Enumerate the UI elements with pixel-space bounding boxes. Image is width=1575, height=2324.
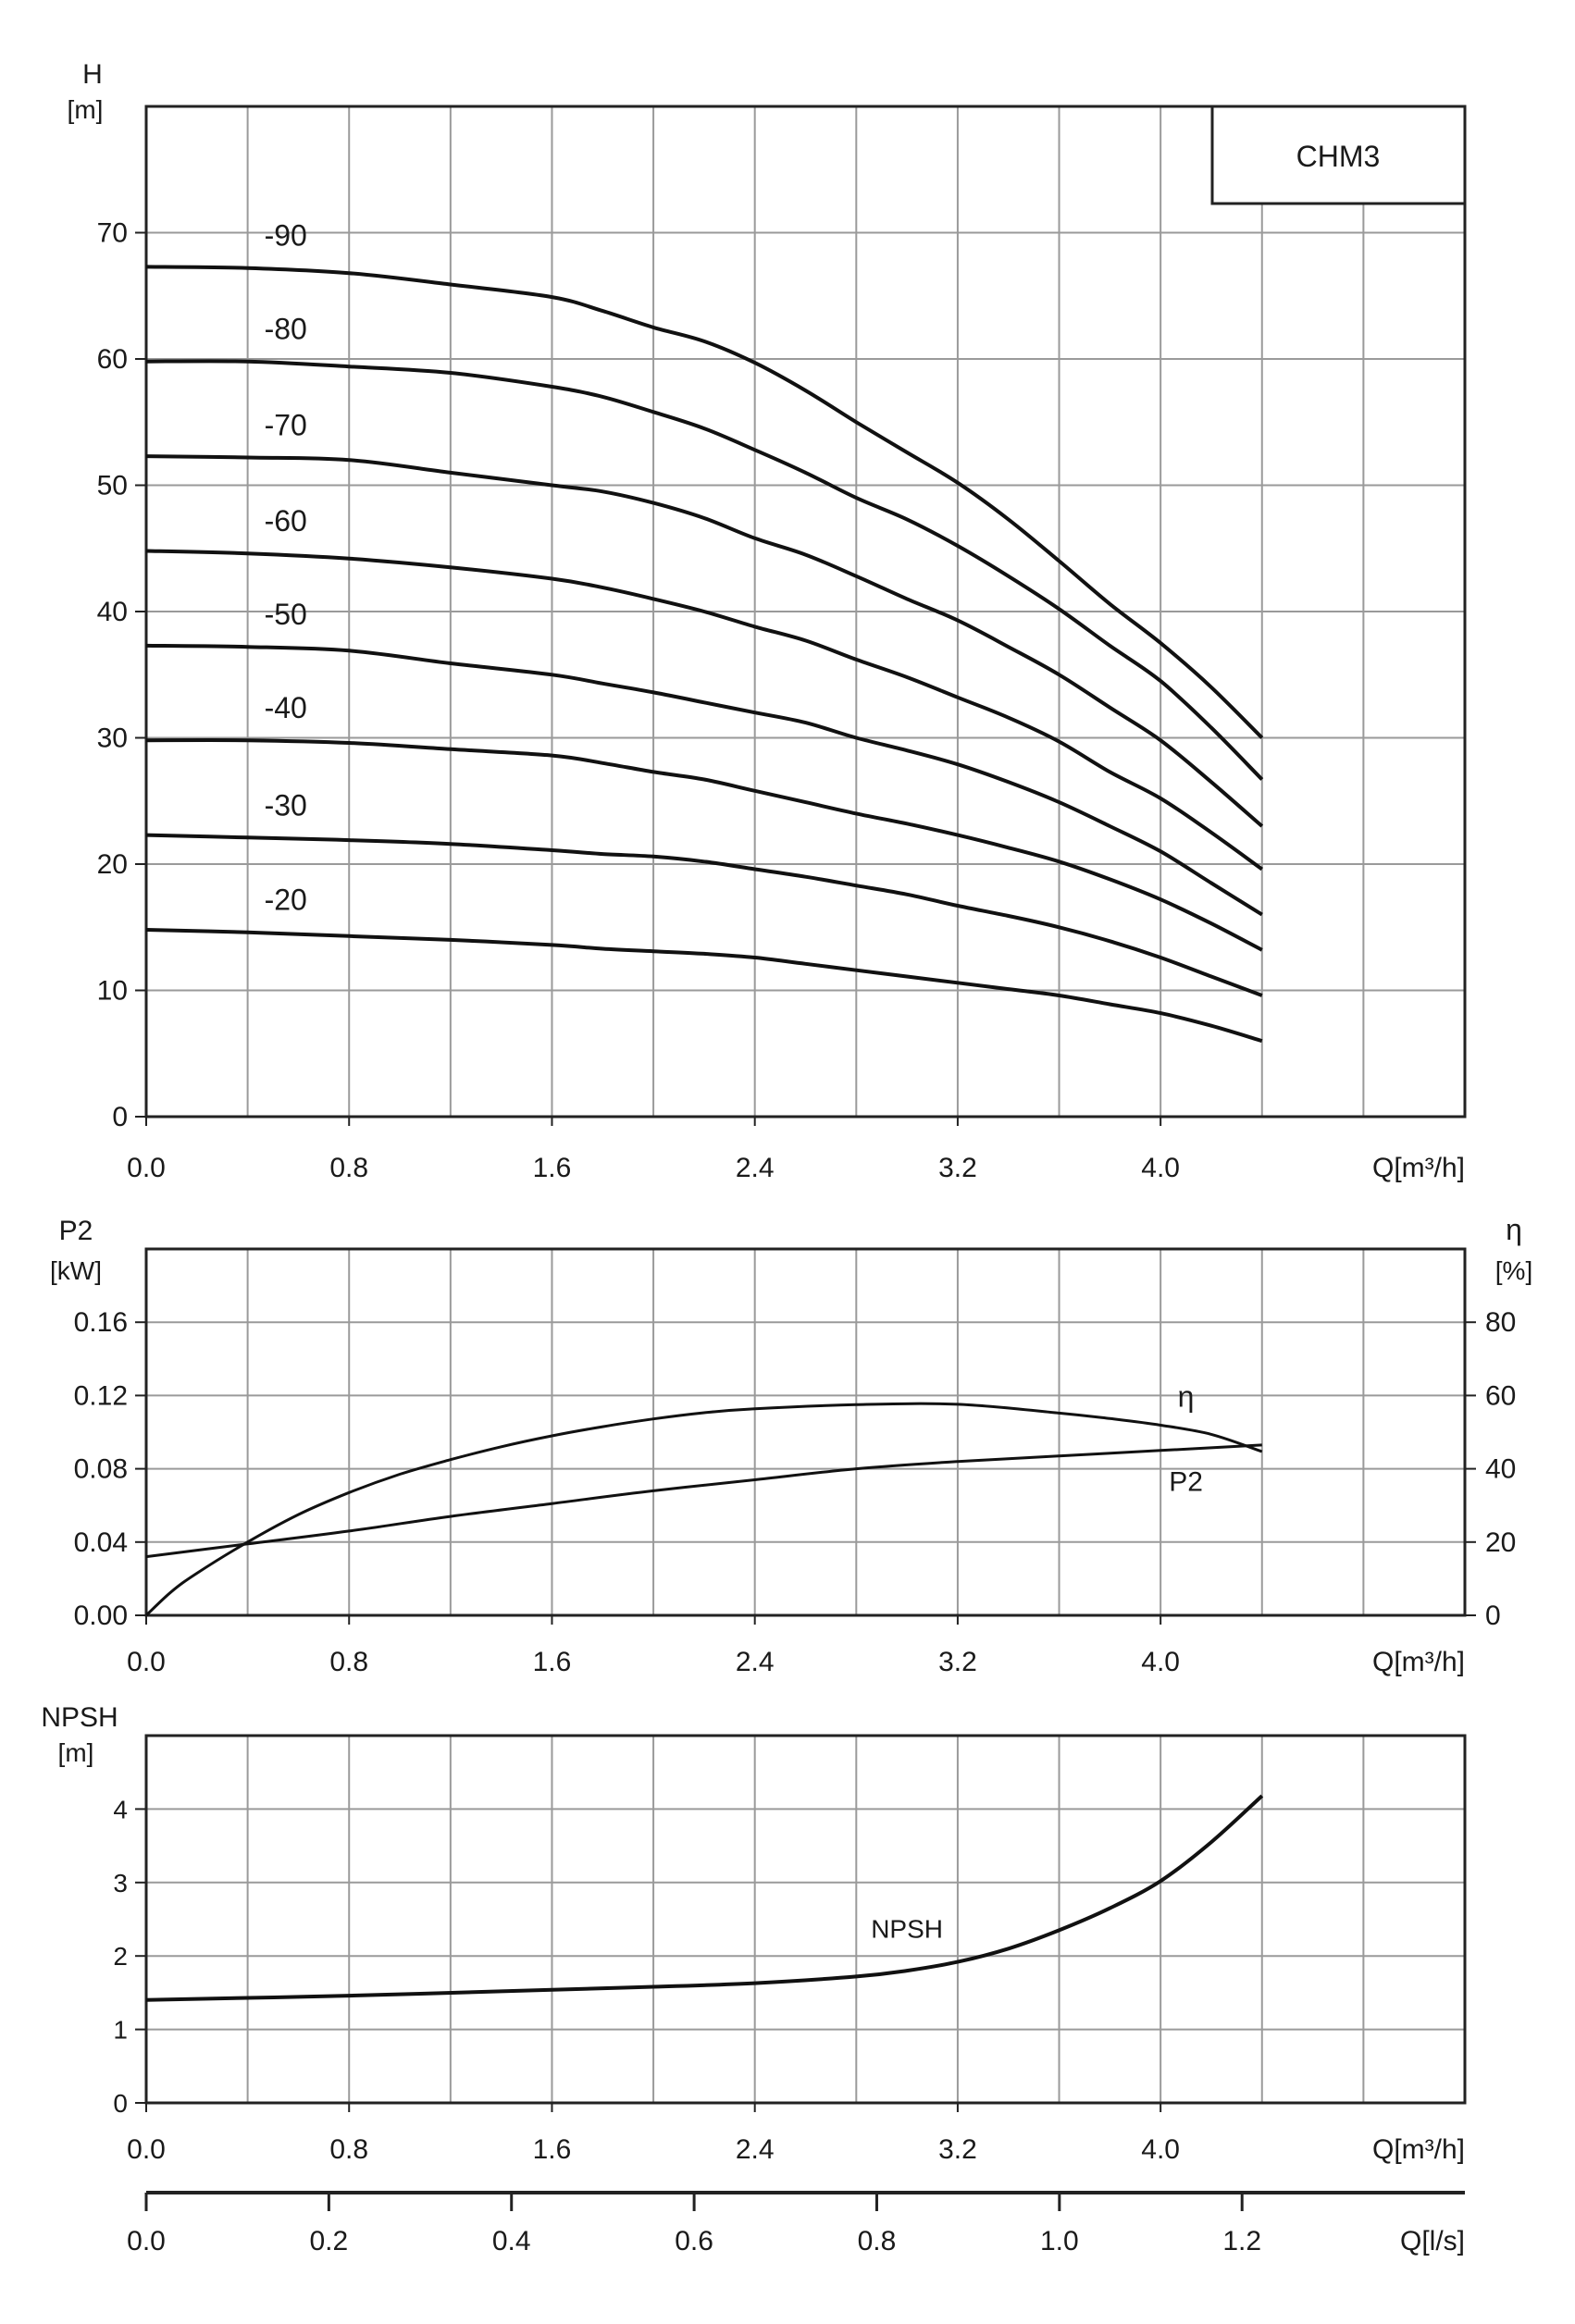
curve-label-40: -40 xyxy=(264,691,307,725)
x-tick-label: 0.8 xyxy=(329,2134,369,2165)
head-curve-20 xyxy=(146,930,1262,1041)
npsh-y-axis-label: NPSH xyxy=(41,1702,118,1733)
y-tick-label: 1 xyxy=(113,2015,128,2045)
power-x-axis-label: Q[m³/h] xyxy=(1371,1647,1465,1677)
y-tick-label: 4 xyxy=(113,1795,128,1824)
curve-label-90: -90 xyxy=(264,218,307,253)
y2-tick-label: 20 xyxy=(1485,1527,1517,1558)
head-y-axis-unit: [m] xyxy=(67,95,104,124)
model-label: CHM3 xyxy=(1296,140,1381,173)
eta-y-axis-unit: [%] xyxy=(1494,1256,1533,1285)
p2-curve xyxy=(146,1445,1262,1557)
npsh-chart-frame xyxy=(146,1736,1465,2103)
secondary-tick-label: 1.2 xyxy=(1222,2226,1262,2256)
y-tick-label: 0.04 xyxy=(73,1527,128,1558)
head-y-axis-title xyxy=(68,59,104,124)
curve-label-60: -60 xyxy=(264,504,307,538)
npsh-y-ticks xyxy=(113,1795,146,2118)
head-y-axis-label: H xyxy=(82,59,103,90)
y-tick-label: 10 xyxy=(96,975,128,1007)
npsh-series xyxy=(146,1796,1262,2000)
y-tick-label: 40 xyxy=(96,597,128,627)
x-tick-label: 0.8 xyxy=(329,1647,369,1677)
head-chart xyxy=(68,59,1465,1183)
y-tick-label: 0.12 xyxy=(73,1380,128,1412)
x-tick-label: 4.0 xyxy=(1141,1647,1181,1677)
head-curve-70 xyxy=(146,456,1262,826)
y-tick-label: 0.16 xyxy=(73,1307,128,1339)
secondary-axis-ticks xyxy=(127,2193,1261,2256)
head-curve-30 xyxy=(146,835,1262,995)
efficiency-curve-label: η xyxy=(1177,1379,1195,1414)
head-curve-90 xyxy=(146,266,1262,737)
npsh-y-axis-title xyxy=(41,1702,118,1767)
power-efficiency-chart xyxy=(50,1213,1532,1677)
y2-tick-label: 0 xyxy=(1485,1601,1501,1631)
npsh-curve xyxy=(146,1796,1262,2000)
x-tick-label: 1.6 xyxy=(532,1647,572,1677)
x-tick-label: 2.4 xyxy=(735,1153,775,1183)
secondary-tick-label: 0.6 xyxy=(675,2226,713,2256)
eta-y-ticks xyxy=(1465,1307,1516,1631)
power-chart-frame xyxy=(146,1249,1465,1615)
y2-tick-label: 60 xyxy=(1485,1380,1517,1412)
x-tick-label: 0.0 xyxy=(127,2134,166,2165)
npsh-y-axis-unit: [m] xyxy=(57,1738,94,1767)
x-tick-label: 3.2 xyxy=(938,2134,977,2165)
p2-y-ticks xyxy=(74,1307,146,1631)
head-curve-40 xyxy=(146,740,1262,950)
x-tick-label: 0.8 xyxy=(329,1153,369,1183)
curve-label-20: -20 xyxy=(264,883,307,917)
npsh-x-axis-label: Q[m³/h] xyxy=(1371,2134,1465,2165)
power-series xyxy=(146,1379,1262,1615)
head-y-ticks xyxy=(97,218,146,1133)
secondary-tick-label: 0.8 xyxy=(857,2226,897,2256)
efficiency-curve xyxy=(146,1403,1262,1615)
x-tick-label: 1.6 xyxy=(532,2134,572,2165)
secondary-tick-label: 1.0 xyxy=(1039,2226,1079,2256)
y-tick-label: 20 xyxy=(96,849,128,880)
x-tick-label: 0.0 xyxy=(127,1153,166,1183)
y-tick-label: 60 xyxy=(96,344,128,375)
npsh-chart-grid xyxy=(146,1736,1465,2103)
y-tick-label: 0.08 xyxy=(73,1453,128,1485)
head-x-ticks xyxy=(127,1117,1180,1183)
curve-label-80: -80 xyxy=(264,312,307,346)
y-tick-label: 0.00 xyxy=(73,1601,128,1631)
head-series xyxy=(146,219,1262,1041)
x-tick-label: 2.4 xyxy=(735,2134,775,2165)
y-tick-label: 0 xyxy=(112,1102,128,1132)
y-tick-label: 0 xyxy=(113,2089,128,2118)
p2-curve-label: P2 xyxy=(1169,1466,1203,1498)
y-tick-label: 30 xyxy=(96,723,128,754)
p2-y-axis-label: P2 xyxy=(58,1216,93,1246)
curve-label-30: -30 xyxy=(264,788,307,822)
head-curve-80 xyxy=(146,361,1262,779)
y-tick-label: 50 xyxy=(96,470,128,501)
x-tick-label: 4.0 xyxy=(1141,2134,1181,2165)
x-tick-label: 1.6 xyxy=(532,1153,572,1183)
x-tick-label: 0.0 xyxy=(127,1647,166,1677)
npsh-x-ticks xyxy=(127,2103,1180,2165)
secondary-tick-label: 0.0 xyxy=(127,2226,166,2256)
x-tick-label: 4.0 xyxy=(1141,1153,1181,1183)
secondary-axis-label: Q[l/s] xyxy=(1399,2226,1465,2256)
curve-label-50: -50 xyxy=(264,598,307,632)
x-tick-label: 2.4 xyxy=(735,1647,775,1677)
eta-y-axis-title xyxy=(1495,1213,1532,1285)
model-label-box xyxy=(1212,106,1465,204)
secondary-tick-label: 0.4 xyxy=(491,2226,531,2256)
x-tick-label: 3.2 xyxy=(938,1647,977,1677)
secondary-tick-label: 0.2 xyxy=(309,2226,349,2256)
npsh-chart xyxy=(41,1702,1465,2256)
head-curve-60 xyxy=(146,551,1262,870)
y-tick-label: 2 xyxy=(113,1942,128,1972)
secondary-flow-axis xyxy=(127,2193,1465,2256)
y-tick-label: 3 xyxy=(113,1868,128,1898)
y2-tick-label: 80 xyxy=(1485,1307,1517,1339)
power-x-ticks xyxy=(127,1615,1180,1677)
npsh-curve-label: NPSH xyxy=(871,1914,944,1944)
p2-y-axis-title xyxy=(50,1216,102,1285)
y-tick-label: 70 xyxy=(96,217,128,249)
p2-y-axis-unit: [kW] xyxy=(50,1256,102,1285)
x-tick-label: 3.2 xyxy=(938,1153,977,1183)
eta-y-axis-label: η xyxy=(1506,1213,1522,1246)
curve-label-70: -70 xyxy=(264,408,307,442)
head-x-axis-label: Q[m³/h] xyxy=(1371,1153,1465,1183)
power-chart-grid xyxy=(146,1249,1465,1615)
y2-tick-label: 40 xyxy=(1485,1453,1517,1485)
